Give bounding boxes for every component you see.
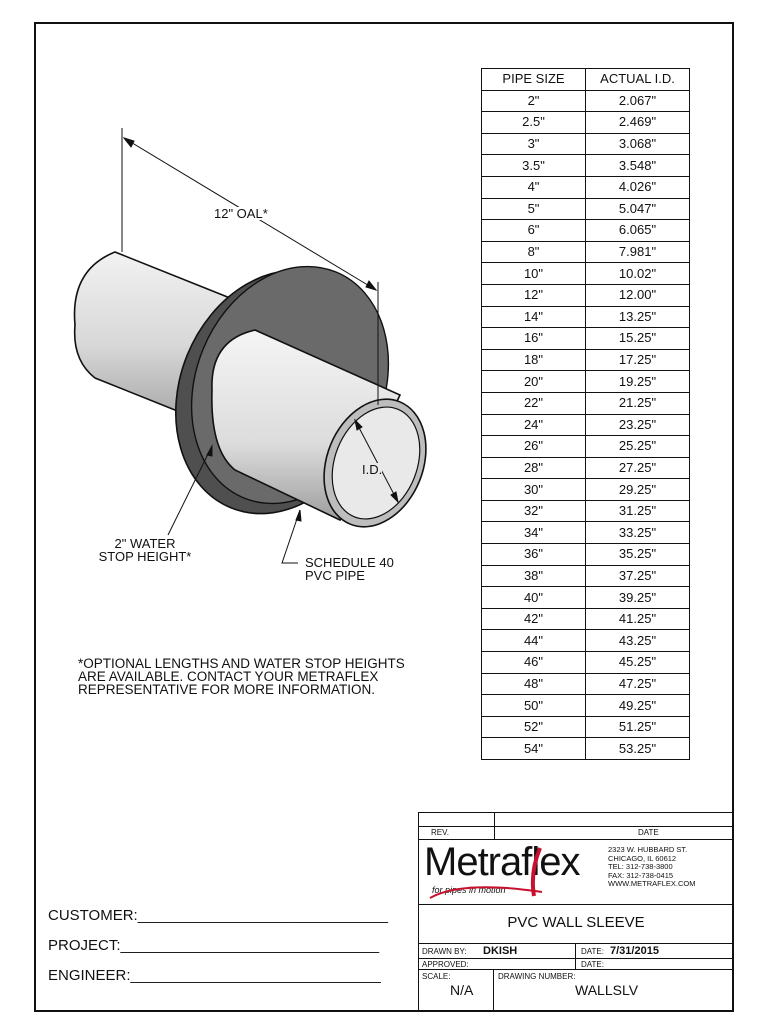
- oal-label: 12" OAL*: [214, 206, 268, 221]
- pipe-label-line-2: PVC PIPE: [305, 568, 365, 583]
- actual-id-cell: 4.026": [586, 176, 690, 198]
- id-label: I.D.: [362, 462, 383, 477]
- pipe-size-cell: 3": [482, 133, 586, 155]
- pipe-size-cell: 18": [482, 349, 586, 371]
- actual-id-cell: 17.25": [586, 349, 690, 371]
- table-row: [482, 263, 690, 285]
- date-field-label: DATE:: [581, 947, 604, 956]
- pipe-size-cell: 46": [482, 652, 586, 674]
- table-row: [482, 565, 690, 587]
- table-row: [482, 479, 690, 501]
- actual-id-cell: 39.25": [586, 587, 690, 609]
- metraflex-logo: [422, 842, 602, 900]
- table-row: [482, 716, 690, 738]
- note-line-2: ARE AVAILABLE. CONTACT YOUR METRAFLEX: [78, 669, 379, 684]
- table-row: [482, 457, 690, 479]
- pipe-size-cell: 36": [482, 544, 586, 566]
- table-row: [482, 630, 690, 652]
- water-stop-label-line-1: 2" WATER: [114, 536, 176, 551]
- actual-id-cell: 27.25": [586, 457, 690, 479]
- logo-swoosh-icon: [422, 842, 602, 900]
- note-line-3: REPRESENTATIVE FOR MORE INFORMATION.: [78, 682, 376, 697]
- actual-id-cell: 45.25": [586, 652, 690, 674]
- table-row: [482, 436, 690, 458]
- actual-id-cell: 21.25": [586, 392, 690, 414]
- company-address: [608, 846, 696, 889]
- pipe-size-cell: 26": [482, 436, 586, 458]
- actual-id-cell: 31.25": [586, 500, 690, 522]
- pipe-size-cell: 8": [482, 241, 586, 263]
- actual-id-cell: 37.25": [586, 565, 690, 587]
- table-row: [482, 112, 690, 134]
- scale-label: SCALE:: [422, 972, 451, 981]
- pipe-size-cell: 38": [482, 565, 586, 587]
- pipe-size-cell: 32": [482, 500, 586, 522]
- actual-id-cell: 29.25": [586, 479, 690, 501]
- actual-id-cell: 49.25": [586, 695, 690, 717]
- table-row: [482, 738, 690, 760]
- actual-id-cell: 19.25": [586, 371, 690, 393]
- table-row: [482, 176, 690, 198]
- address-line-3: TEL: 312-738-3800: [608, 862, 673, 871]
- pipe-size-cell: 2.5": [482, 112, 586, 134]
- pipe-size-cell: 20": [482, 371, 586, 393]
- table-row: [482, 392, 690, 414]
- customer-field[interactable]: CUSTOMER:______________________________: [48, 907, 388, 924]
- actual-id-cell: 43.25": [586, 630, 690, 652]
- water-stop-label-line-2: STOP HEIGHT*: [98, 549, 192, 564]
- pipe-size-cell: 54": [482, 738, 586, 760]
- pipe-size-cell: 28": [482, 457, 586, 479]
- optional-lengths-note: [78, 657, 405, 696]
- table-row: [482, 133, 690, 155]
- pipe-leader: [282, 510, 301, 563]
- pipe-size-cell: 42": [482, 608, 586, 630]
- table-row: [482, 241, 690, 263]
- water-stop-label: [90, 537, 220, 563]
- table-row: [482, 414, 690, 436]
- actual-id-cell: 41.25": [586, 608, 690, 630]
- actual-id-cell: 25.25": [586, 436, 690, 458]
- approved-label: APPROVED:: [422, 960, 469, 969]
- table-row: [482, 608, 690, 630]
- actual-id-cell: 35.25": [586, 544, 690, 566]
- pipe-size-cell: 24": [482, 414, 586, 436]
- table-row: [482, 544, 690, 566]
- date-field-value: 7/31/2015: [610, 945, 659, 957]
- pipe-size-cell: 4": [482, 176, 586, 198]
- table-body: [482, 90, 690, 759]
- actual-id-cell: 2.469": [586, 112, 690, 134]
- pipe-size-cell: 40": [482, 587, 586, 609]
- pipe-size-table: [481, 68, 690, 760]
- date-label: DATE: [638, 828, 659, 837]
- scale-value: N/A: [450, 982, 474, 998]
- approved-date-label: DATE:: [581, 960, 604, 969]
- actual-id-cell: 47.25": [586, 673, 690, 695]
- rev-header-row: [418, 826, 734, 840]
- pipe-size-cell: 50": [482, 695, 586, 717]
- pipe-size-cell: 10": [482, 263, 586, 285]
- table-row: [482, 695, 690, 717]
- table-row: [482, 522, 690, 544]
- pipe-size-cell: 48": [482, 673, 586, 695]
- logo-tagline: for pipes in motion: [432, 885, 506, 895]
- table-row: [482, 587, 690, 609]
- table-row: [482, 328, 690, 350]
- pipe-size-cell: 6": [482, 220, 586, 242]
- drawing-number-value: WALLSLV: [575, 982, 639, 998]
- table-row: [482, 652, 690, 674]
- table-row: [482, 673, 690, 695]
- header-pipe-size: PIPE SIZE: [482, 69, 586, 91]
- address-line-2: CHICAGO, IL 60612: [608, 853, 677, 863]
- actual-id-cell: 12.00": [586, 284, 690, 306]
- pipe-size-cell: 34": [482, 522, 586, 544]
- address-line-4: FAX: 312-738-0415: [608, 870, 674, 880]
- address-line-1: 2323 W. HUBBARD ST.: [608, 845, 688, 854]
- actual-id-cell: 3.548": [586, 155, 690, 177]
- pipe-size-cell: 52": [482, 716, 586, 738]
- drawing-number-label: DRAWING NUMBER:: [498, 972, 576, 981]
- drawn-by-value: DKISH: [483, 945, 518, 957]
- table-row: [482, 198, 690, 220]
- pipe-size-cell: 30": [482, 479, 586, 501]
- note-line-1: *OPTIONAL LENGTHS AND WATER STOP HEIGHTS: [78, 656, 405, 671]
- table-row: [482, 349, 690, 371]
- actual-id-cell: 53.25": [586, 738, 690, 760]
- table-row: [482, 371, 690, 393]
- table-row: [482, 220, 690, 242]
- pipe-size-cell: 14": [482, 306, 586, 328]
- pipe-size-cell: 12": [482, 284, 586, 306]
- pipe-label: [305, 556, 394, 582]
- actual-id-cell: 2.067": [586, 90, 690, 112]
- pipe-size-cell: 5": [482, 198, 586, 220]
- table-row: [482, 500, 690, 522]
- address-line-5: WWW.METRAFLEX.COM: [608, 879, 696, 888]
- actual-id-cell: 3.068": [586, 133, 690, 155]
- header-actual-id: ACTUAL I.D.: [586, 69, 690, 91]
- actual-id-cell: 15.25": [586, 328, 690, 350]
- drawn-by-label: DRAWN BY:: [422, 947, 467, 956]
- actual-id-cell: 33.25": [586, 522, 690, 544]
- table-row: [482, 306, 690, 328]
- table-row: [482, 155, 690, 177]
- pipe-size-cell: 16": [482, 328, 586, 350]
- actual-id-cell: 6.065": [586, 220, 690, 242]
- pipe-size-cell: 22": [482, 392, 586, 414]
- actual-id-cell: 51.25": [586, 716, 690, 738]
- actual-id-cell: 23.25": [586, 414, 690, 436]
- engineer-field[interactable]: ENGINEER:______________________________: [48, 967, 381, 984]
- logo-wordmark: Metraflex: [424, 840, 580, 884]
- actual-id-cell: 10.02": [586, 263, 690, 285]
- table-row: [482, 90, 690, 112]
- drawing-title: PVC WALL SLEEVE: [507, 914, 645, 931]
- actual-id-cell: 13.25": [586, 306, 690, 328]
- pipe-size-cell: 3.5": [482, 155, 586, 177]
- actual-id-cell: 7.981": [586, 241, 690, 263]
- actual-id-cell: 5.047": [586, 198, 690, 220]
- table-row: [482, 284, 690, 306]
- rev-label: REV.: [431, 828, 449, 837]
- pipe-label-line-1: SCHEDULE 40: [305, 555, 394, 570]
- pipe-size-cell: 44": [482, 630, 586, 652]
- pipe-size-cell: 2": [482, 90, 586, 112]
- table-header-row: [482, 69, 690, 91]
- project-field[interactable]: PROJECT:_______________________________: [48, 937, 380, 954]
